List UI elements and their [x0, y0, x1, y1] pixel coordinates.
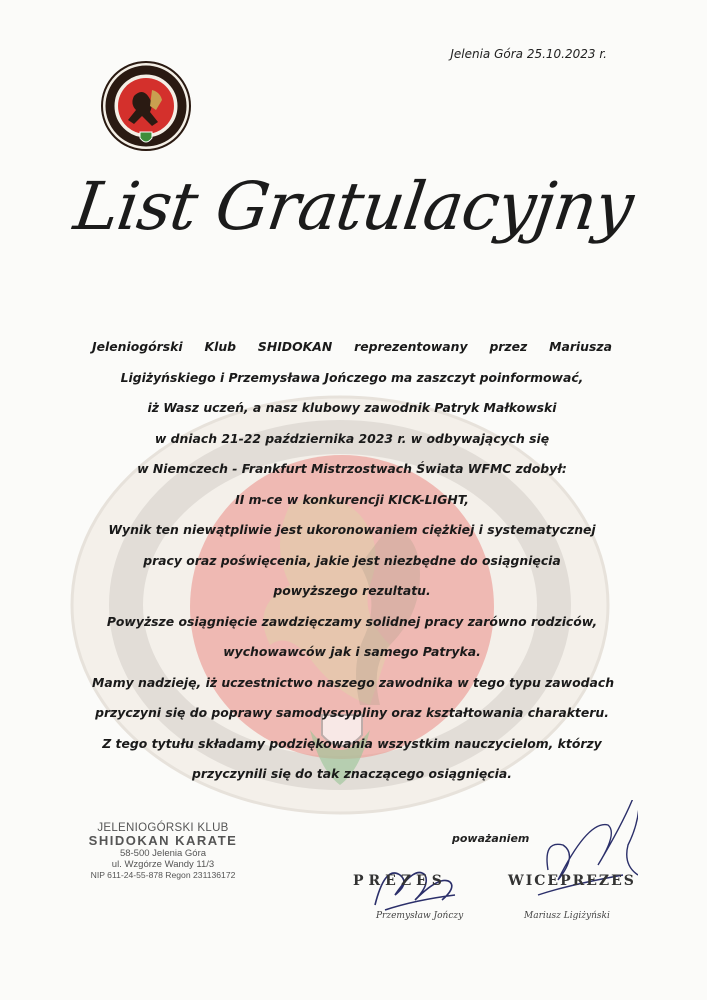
body-word: SHIDOKAN [257, 339, 333, 354]
stamp-line: ul. Wzgórze Wandy 11/3 [111, 859, 215, 870]
vice-president-signature [528, 800, 638, 920]
body-word: przez [489, 339, 528, 354]
stamp-line: SHIDOKAN KARATE [88, 833, 238, 848]
president-name: Przemysław Jończy [376, 911, 464, 921]
body-word: Mariusza [549, 339, 612, 354]
body-word: Klub [204, 339, 237, 354]
document-date: Jelenia Góra 25.10.2023 r. [450, 47, 607, 61]
body-line-1 [92, 332, 612, 363]
body-word: reprezentowany [354, 339, 468, 354]
club-stamp [78, 822, 248, 881]
stamp-line: JELENIOGÓRSKI KLUB [97, 822, 229, 834]
president-role: PREZES [353, 873, 447, 889]
body-line: iż Wasz uczeń, a nasz klubowy zawodnik Patryk Małkowski [147, 400, 557, 415]
club-logo [100, 60, 192, 152]
body-line: II m-ce w konkurencji KICK-LIGHT, [235, 491, 469, 507]
body-line: wychowawców jak i samego Patryka. [223, 644, 481, 659]
body-word: Jeleniogórski [92, 339, 183, 354]
body-line: pracy oraz poświęcenia, jakie jest niezbędne do osiągnięcia [143, 552, 561, 568]
body-line: Ligiżyńskiego i Przemysława Jończego ma zaszczyt poinformować, [120, 369, 584, 385]
body-line: powyższego rezultatu. [273, 583, 431, 598]
body-line: przyczynili się do tak znaczącego osiągnięcia. [192, 766, 512, 781]
body-line: przyczyni się do poprawy samodyscypliny oraz kształtowania charakteru. [95, 705, 609, 720]
stamp-line: NIP 611-24-55-878 Regon 231136172 [90, 870, 236, 880]
body-line: Z tego tytułu składamy podziękowania wszystkim nauczycielom, którzy [102, 735, 602, 751]
letter-body [92, 332, 615, 790]
vice-president-name: Mariusz Ligiżyński [524, 911, 610, 921]
stamp-line: 58-500 Jelenia Góra [119, 848, 207, 859]
body-line: Powyższe osiągnięcie zawdzięczamy solidnej pracy zarówno rodziców, [106, 613, 598, 629]
vice-president-role: WICEPREZES [508, 873, 636, 889]
document-title: List Gratulacyjny [69, 168, 638, 245]
body-line: Mamy nadzieję, iż uczestnictwo naszego zawodnika w tego typu zawodach [92, 674, 615, 690]
closing-regards: poważaniem [452, 832, 530, 845]
body-line: Wynik ten niewątpliwie jest ukoronowaniem ciężkiej i systematycznej [108, 522, 596, 537]
body-line: w Niemczech - Frankfurt Mistrzostwach Świata WFMC zdobył: [137, 461, 567, 476]
body-line: w dniach 21-22 października 2023 r. w odbywających się [154, 430, 550, 446]
